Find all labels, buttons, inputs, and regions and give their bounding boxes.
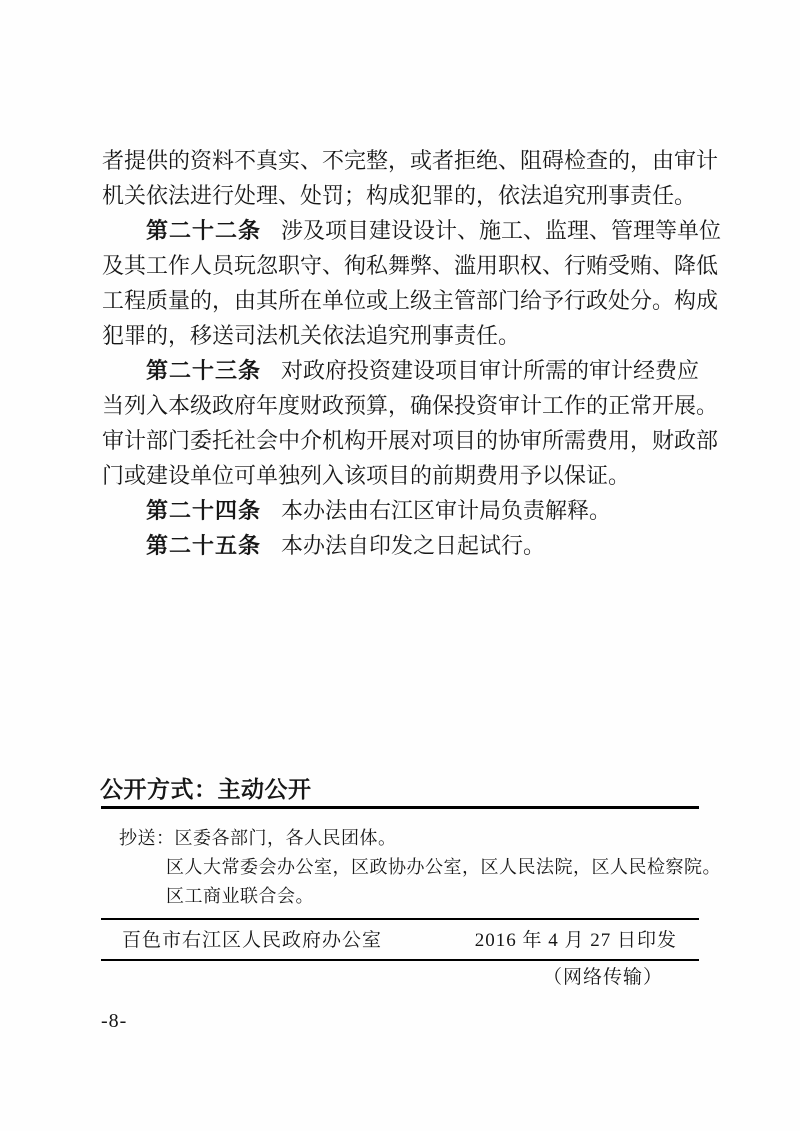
divider-thin-bottom — [101, 959, 699, 961]
body-line-text: 审计部门委托社会中介机构开展对项目的协审所需费用，财政部 — [102, 428, 719, 453]
body-line-11 — [102, 493, 726, 528]
body-line-10 — [102, 458, 726, 493]
imprint-row — [101, 929, 699, 953]
body-line-1 — [102, 143, 726, 178]
body-line-text: 本办法自印发之日起试行。 — [281, 533, 546, 558]
body-line-text: 当列入本级政府年度财政预算，确保投资审计工作的正常开展。 — [102, 393, 719, 418]
body-line-text: 犯罪的，移送司法机关依法追究刑事责任。 — [102, 323, 521, 348]
cc-line-2: 区人大常委会办公室，区政协办公室，区人民法院，区人民检察院。 — [166, 857, 721, 877]
article-23-term: 第二十三条 — [146, 358, 262, 383]
body-line-text: 涉及项目建设设计、施工、监理、管理等单位 — [281, 218, 722, 243]
transmission-note: （网络传输） — [542, 967, 663, 988]
body-line-text: 对政府投资建设项目审计所需的审计经费应 — [281, 358, 700, 383]
print-date: 2016 年 4 月 27 日印发 — [474, 930, 677, 951]
cc-label: 抄送： — [119, 828, 175, 848]
cc-line-1 — [119, 824, 719, 853]
body-line-7 — [102, 353, 726, 388]
article-25-term: 第二十五条 — [146, 533, 262, 558]
body-line-9 — [102, 423, 726, 458]
body-line-text: 者提供的资料不真实、不完整，或者拒绝、阻碍检查的，由审计 — [102, 148, 719, 173]
document-body — [102, 143, 726, 563]
divider-thick — [101, 806, 699, 809]
issuing-office: 百色市右江区人民政府办公室 — [122, 930, 383, 951]
body-line-text: 机关依法进行处理、处罚；构成犯罪的，依法追究刑事责任。 — [102, 183, 697, 208]
cc-line-3: 区工商业联合会。 — [166, 886, 314, 906]
body-line-text: 工程质量的，由其所在单位或上级主管部门给予行政处分。构成 — [102, 288, 719, 313]
body-line-3 — [102, 213, 726, 248]
body-line-text: 及其工作人员玩忽职守、徇私舞弊、滥用职权、行贿受贿、降低 — [102, 253, 719, 278]
body-line-text: 门或建设单位可单独列入该项目的前期费用予以保证。 — [102, 463, 631, 488]
body-line-6 — [102, 318, 726, 353]
article-24-term: 第二十四条 — [146, 498, 262, 523]
page-number: -8- — [101, 1010, 128, 1032]
body-line-8 — [102, 388, 726, 423]
body-line-2 — [102, 178, 726, 213]
body-line-4 — [102, 248, 726, 283]
body-line-5 — [102, 283, 726, 318]
cc-line-text: 区委各部门，各人民团体。 — [174, 828, 397, 848]
divider-thin-top — [101, 918, 699, 920]
cc-block — [119, 824, 719, 911]
body-line-12 — [102, 528, 726, 563]
body-line-text: 本办法由右江区审计局负责解释。 — [281, 498, 612, 523]
article-22-term: 第二十二条 — [146, 218, 262, 243]
publicity-method-label: 公开方式：主动公开 — [100, 776, 312, 802]
